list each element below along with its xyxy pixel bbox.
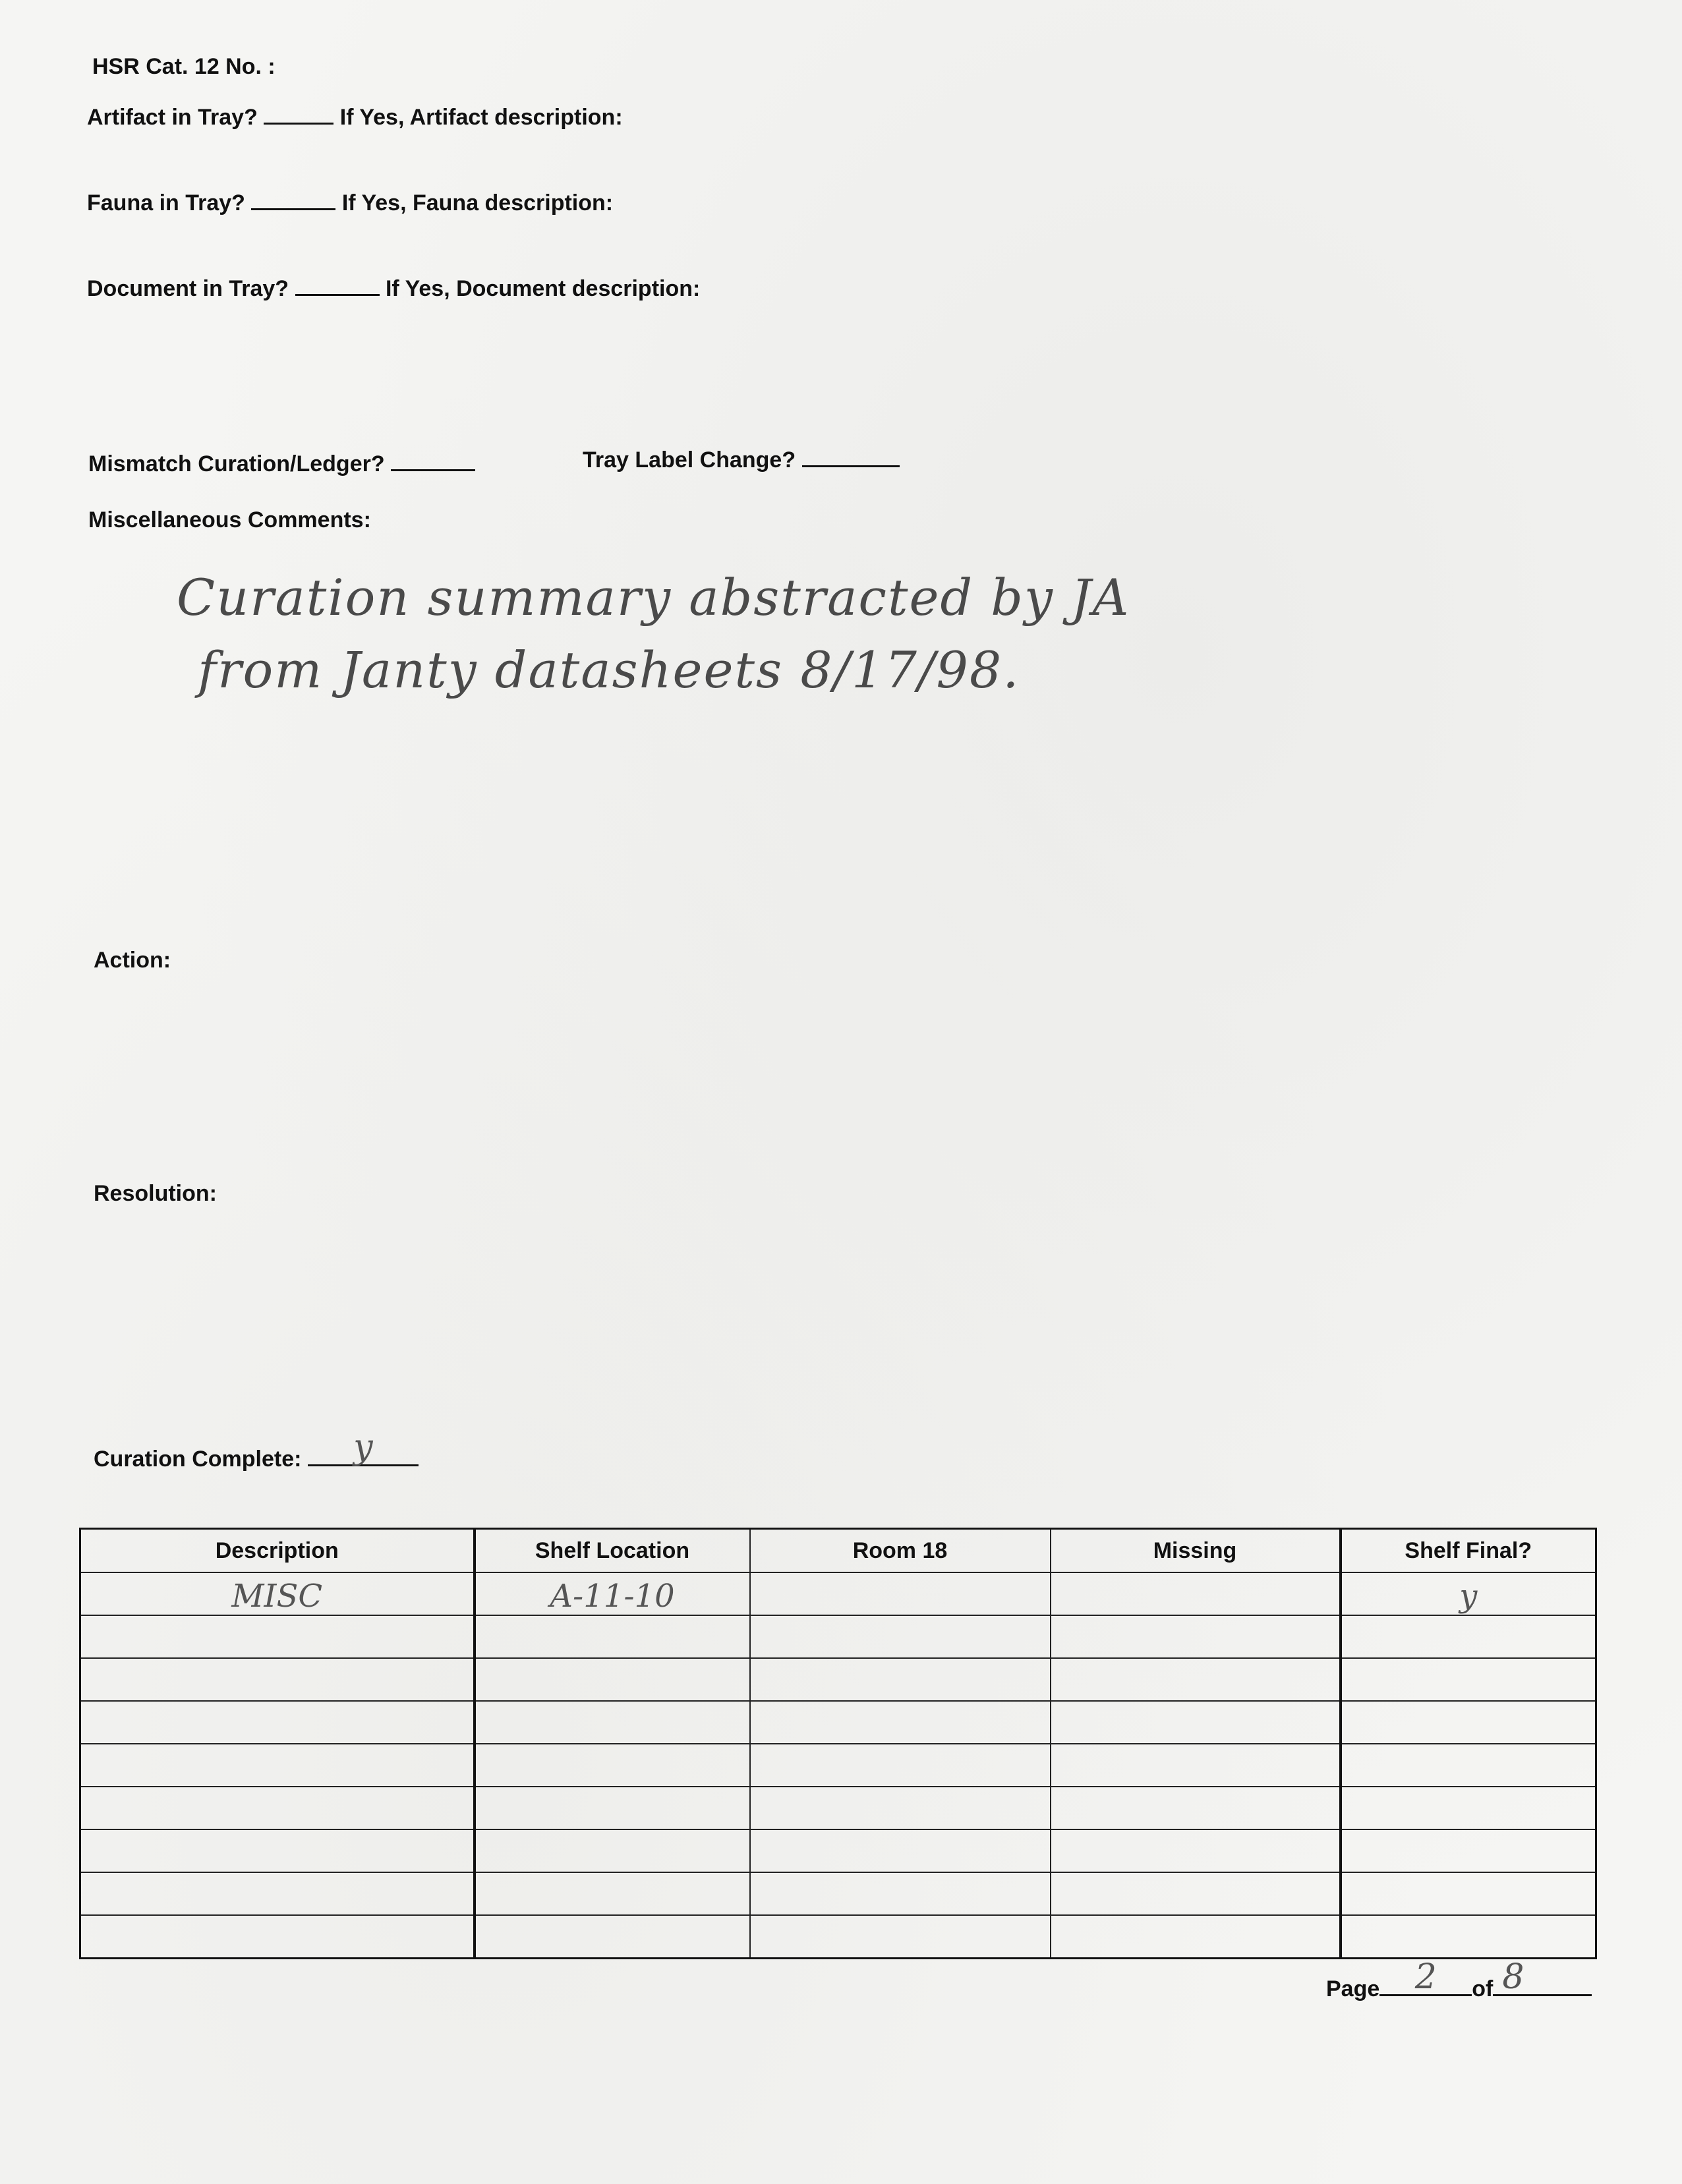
curation-complete-field[interactable]: [308, 1427, 419, 1467]
cell-shelf-location[interactable]: A-11-10: [475, 1572, 750, 1615]
cell-shelf-final[interactable]: [1341, 1787, 1596, 1829]
fauna-description-label: If Yes, Fauna description:: [341, 190, 614, 216]
cell-description[interactable]: MISC: [80, 1572, 475, 1615]
cell-missing[interactable]: [1051, 1701, 1341, 1744]
cell-room-18[interactable]: [750, 1829, 1051, 1872]
of-label: of: [1472, 1976, 1494, 2001]
cell-shelf-final[interactable]: [1341, 1658, 1596, 1701]
document-description-label: If Yes, Document description:: [385, 276, 701, 301]
page-total-field[interactable]: [1493, 1957, 1592, 1997]
tray-label-question-row: [583, 445, 900, 473]
cell-missing[interactable]: [1051, 1829, 1341, 1872]
table-row: [80, 1615, 1596, 1658]
hsr-cat-label: HSR Cat. 12 No. :: [92, 54, 276, 79]
mismatch-question-row: [88, 449, 475, 477]
page-total-value: 8: [1502, 1957, 1524, 1997]
cell-room-18[interactable]: [750, 1744, 1051, 1787]
fauna-answer-field[interactable]: [251, 188, 335, 210]
cell-room-18[interactable]: [750, 1872, 1051, 1915]
cell-shelf-location[interactable]: [475, 1915, 750, 1959]
cell-missing[interactable]: [1051, 1915, 1341, 1959]
cell-room-18[interactable]: [750, 1572, 1051, 1615]
curation-complete-row: [94, 1427, 419, 1472]
cell-shelf-location[interactable]: [475, 1787, 750, 1829]
table-row: [80, 1829, 1596, 1872]
table-row: [80, 1872, 1596, 1915]
table-row: [80, 1787, 1596, 1829]
fauna-question-row: [87, 188, 613, 216]
fauna-question-label: Fauna in Tray?: [87, 190, 245, 216]
mismatch-question-label: Mismatch Curation/Ledger?: [88, 451, 385, 476]
curation-complete-value: y: [353, 1427, 373, 1467]
cell-shelf-final[interactable]: [1341, 1615, 1596, 1658]
header-shelf-final: Shelf Final?: [1341, 1529, 1596, 1573]
resolution-label: Resolution:: [94, 1181, 217, 1206]
tray-label-answer-field[interactable]: [802, 445, 900, 467]
cell-room-18[interactable]: [750, 1658, 1051, 1701]
page-number-value: 2: [1414, 1957, 1437, 1997]
cell-missing[interactable]: [1051, 1744, 1341, 1787]
cell-shelf-final[interactable]: [1341, 1915, 1596, 1959]
table-row: [80, 1658, 1596, 1701]
cell-shelf-final[interactable]: [1341, 1744, 1596, 1787]
action-label: Action:: [94, 948, 171, 973]
cell-missing[interactable]: [1051, 1615, 1341, 1658]
document-question-label: Document in Tray?: [87, 276, 289, 301]
cell-room-18[interactable]: [750, 1787, 1051, 1829]
cell-description[interactable]: [80, 1701, 475, 1744]
page-label: Page: [1326, 1976, 1380, 2001]
table-header-row: [80, 1529, 1596, 1573]
cell-missing[interactable]: [1051, 1872, 1341, 1915]
page-number-field[interactable]: [1379, 1957, 1472, 1997]
cell-shelf-location[interactable]: [475, 1872, 750, 1915]
cell-shelf-final[interactable]: [1341, 1872, 1596, 1915]
artifact-answer-field[interactable]: [264, 103, 334, 125]
cell-shelf-location[interactable]: [475, 1701, 750, 1744]
cell-missing[interactable]: [1051, 1658, 1341, 1701]
header-room-18: Room 18: [750, 1529, 1051, 1573]
page-counter: [1326, 1957, 1592, 2002]
header-missing: Missing: [1051, 1529, 1341, 1573]
curation-complete-label: Curation Complete:: [94, 1447, 302, 1472]
cell-room-18[interactable]: [750, 1615, 1051, 1658]
cell-missing[interactable]: [1051, 1572, 1341, 1615]
cell-room-18[interactable]: [750, 1701, 1051, 1744]
cell-shelf-location[interactable]: [475, 1615, 750, 1658]
mismatch-answer-field[interactable]: [391, 449, 475, 471]
tray-label-question-label: Tray Label Change?: [583, 447, 796, 473]
cell-description[interactable]: [80, 1744, 475, 1787]
artifact-question-label: Artifact in Tray?: [87, 105, 258, 130]
cell-shelf-location[interactable]: [475, 1829, 750, 1872]
cell-room-18[interactable]: [750, 1915, 1051, 1959]
handwritten-comment-line-1: Curation summary abstracted by JA: [177, 568, 1130, 627]
cell-shelf-location[interactable]: [475, 1744, 750, 1787]
cell-shelf-final[interactable]: [1341, 1829, 1596, 1872]
cell-shelf-location[interactable]: [475, 1658, 750, 1701]
cell-description[interactable]: [80, 1615, 475, 1658]
table-row: [80, 1915, 1596, 1959]
cell-shelf-final[interactable]: y: [1341, 1572, 1596, 1615]
table-row: [80, 1701, 1596, 1744]
cell-description[interactable]: [80, 1658, 475, 1701]
header-description: Description: [80, 1529, 475, 1573]
cell-shelf-final[interactable]: [1341, 1701, 1596, 1744]
curation-table: [79, 1528, 1597, 1959]
cell-missing[interactable]: [1051, 1787, 1341, 1829]
document-answer-field[interactable]: [295, 274, 380, 296]
cell-description[interactable]: [80, 1915, 475, 1959]
cell-description[interactable]: [80, 1829, 475, 1872]
artifact-description-label: If Yes, Artifact description:: [339, 105, 623, 130]
artifact-question-row: [87, 103, 623, 130]
table-row: [80, 1572, 1596, 1615]
header-shelf-location: Shelf Location: [475, 1529, 750, 1573]
table-row: [80, 1744, 1596, 1787]
misc-comments-label: Miscellaneous Comments:: [88, 507, 371, 532]
cell-description[interactable]: [80, 1787, 475, 1829]
document-question-row: [87, 274, 700, 302]
handwritten-comment-line-2: from Janty datasheets 8/17/98.: [198, 641, 1020, 699]
cell-description[interactable]: [80, 1872, 475, 1915]
